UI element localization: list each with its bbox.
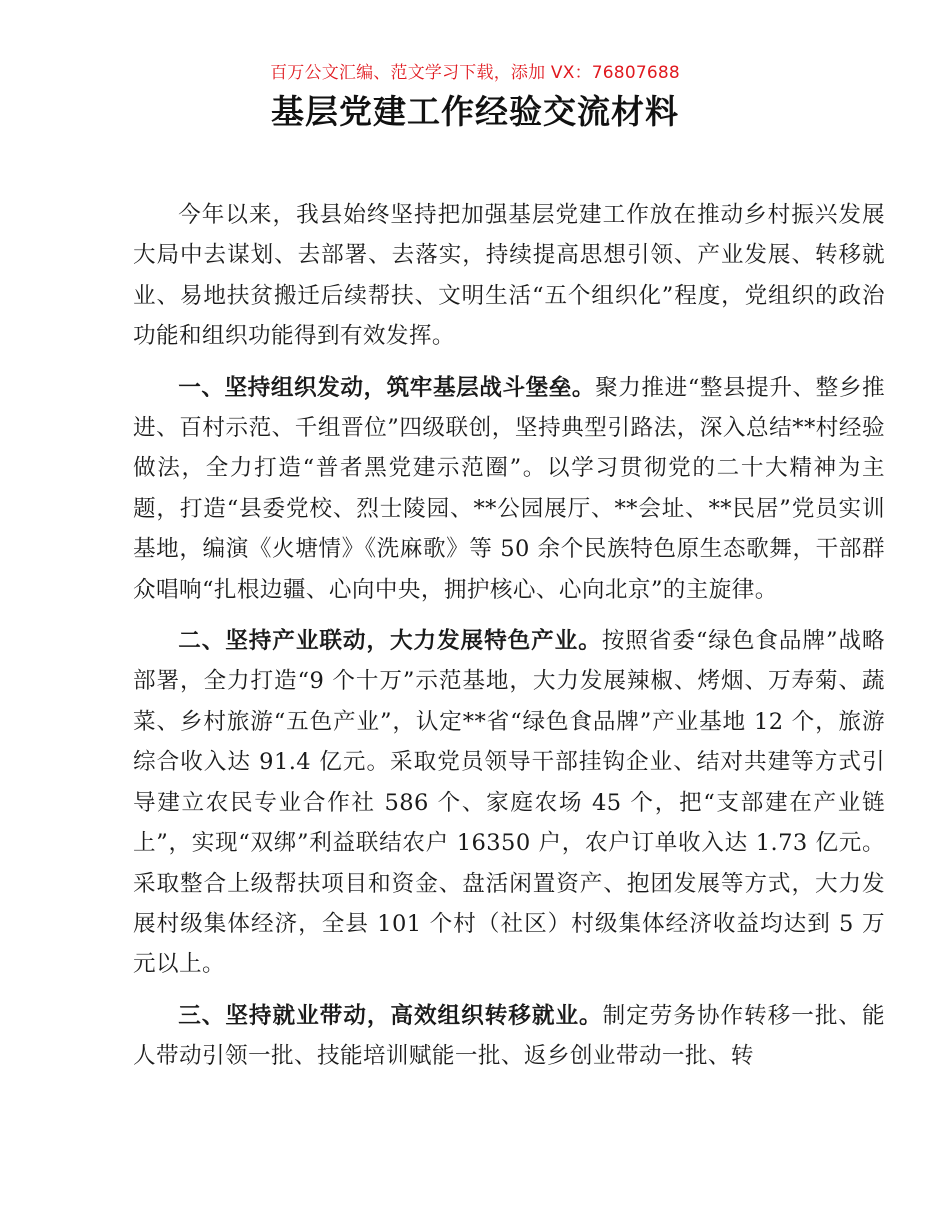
- paragraph-section-1: [133, 368, 885, 610]
- paragraph-section-3: [133, 996, 885, 1077]
- paragraph-text: 按照省委“绿色食品牌”战略部署，全力打造“9 个十万”示范基地，大力发展辣椒、烤烟、万寿菊、蔬菜、乡村旅游“五色产业”，认定**省“绿色食品牌”产业基地 12 个，旅游综合收入达 91.4 亿元。采取党员领导干部挂钩企业、结对共建等方式引导建立农民专业合作社 586 个、家庭农场 45 个，把“支部建在产业链上”，实现“双绑”利益联结农户 16350 户，农户订单收入达 1.73 亿元。采取整合上级帮扶项目和资金、盘活闲置资产、抱团发展等方式，大力发展村级集体经济，全县 101 个村（社区）村级集体经济收益均达到 5 万元以上。: [133, 628, 885, 978]
- paragraph-section-2: [133, 621, 885, 985]
- document-body: [133, 195, 885, 1088]
- paragraph-intro: [133, 195, 885, 357]
- section-heading: 二、坚持产业联动，大力发展特色产业。: [178, 628, 602, 655]
- section-heading: 一、坚持组织发动，筑牢基层战斗堡垒。: [178, 374, 596, 401]
- paragraph-text: 今年以来，我县始终坚持把加强基层党建工作放在推动乡村振兴发展大局中去谋划、去部署、去落实，持续提高思想引领、产业发展、转移就业、易地扶贫搬迁后续帮扶、文明生活“五个组织化”程度，党组织的政治功能和组织功能得到有效发挥。: [133, 202, 885, 350]
- document-title: 基层党建工作经验交流材料: [271, 92, 679, 131]
- watermark-text: 百万公文汇编、范文学习下载，添加 VX：76807688: [270, 63, 680, 83]
- section-heading: 三、坚持就业带动，高效组织转移就业。: [178, 1002, 603, 1029]
- paragraph-text: 聚力推进“整县提升、整乡推进、百村示范、千组晋位”四级联创，坚持典型引路法，深入总结**村经验做法，全力打造“普者黑党建示范圈”。以学习贯彻党的二十大精神为主题，打造“县委党校、烈士陵园、**公园展厅、**会址、**民居”党员实训基地，编演《火塘情》《洗麻歌》等 50 余个民族特色原生态歌舞，干部群众唱响“扎根边疆、心向中央，拥护核心、心向北京”的主旋律。: [133, 374, 885, 603]
- paragraph-text: 制定劳务协作转移一批、能人带动引领一批、技能培训赋能一批、返乡创业带动一批、转: [133, 1002, 885, 1070]
